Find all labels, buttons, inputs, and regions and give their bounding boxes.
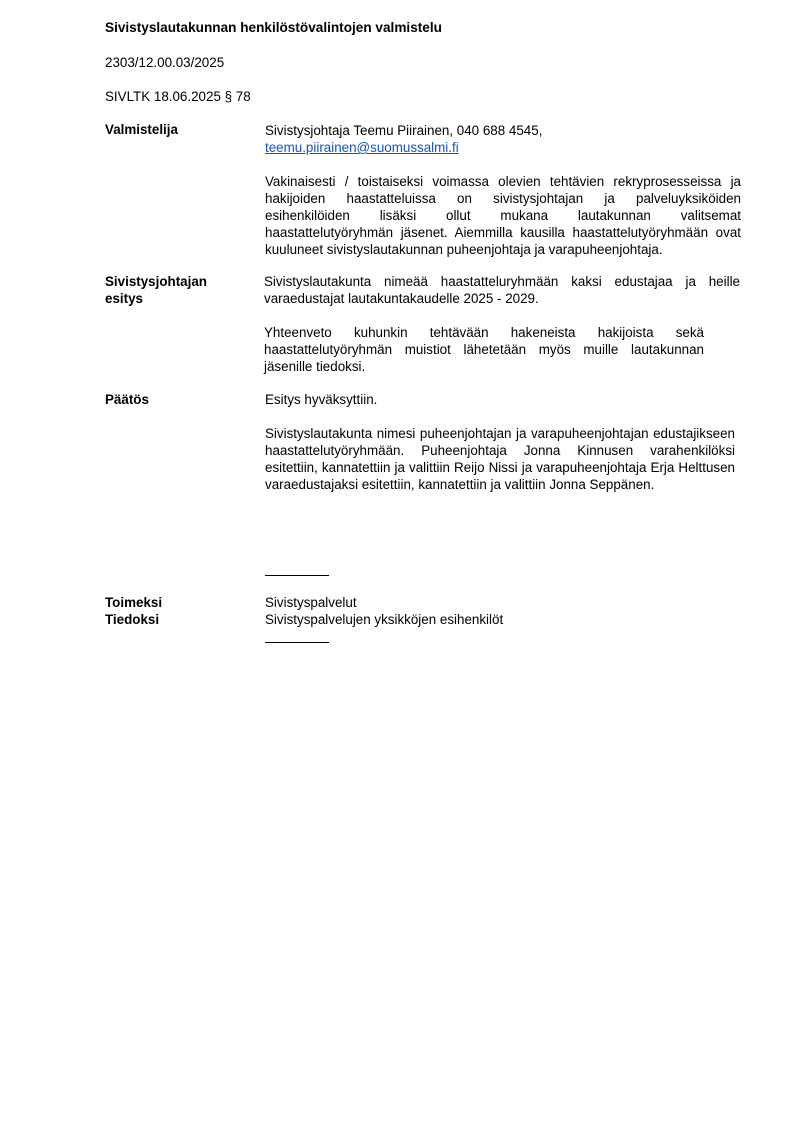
paatos-paragraph-1: Esitys hyväksyttiin. [265, 392, 378, 407]
esitys-paragraph-1: Sivistyslautakunta nimeää haastatteluryhmään kaksi edustajaa ja heille varaedustajat lautakuntakaudelle 2025 - 2029. [264, 274, 740, 306]
toimeksi-label: Toimeksi [105, 595, 163, 610]
document-title: Sivistyslautakunnan henkilöstövalintojen valmistelu [105, 20, 442, 35]
meeting-reference: SIVLTK 18.06.2025 § 78 [105, 89, 251, 104]
paatos-section [265, 391, 735, 493]
valmistelija-paragraph: Vakinaisesti / toistaiseksi voimassa olevien tehtävien rekryprosesseissa ja hakijoiden haastatteluissa on sivistysjohtajan ja palveluyksiköiden esihenkilöiden lisäksi ollut mukana lautakunnan valitsemat haastattelutyöryhmän jäsenet. Aiemmilla kausilla haastattelutyöryhmään ovat kuuluneet sivistyslautakunnan puheenjohtaja ja varapuheenjohtaja. [265, 174, 741, 257]
document-reference: 2303/12.00.03/2025 [105, 55, 225, 70]
esitys-paragraph-2: Yhteenveto kuhunkin tehtävään hakeneista hakijoista sekä haastattelutyöryhmän muistiot lähetetään myös muille lautakunnan jäsenille tiedoksi. [264, 325, 704, 374]
separator-line [265, 575, 329, 576]
valmistelija-label: Valmistelija [105, 122, 178, 137]
paatos-label: Päätös [105, 392, 149, 407]
tiedoksi-label: Tiedoksi [105, 612, 160, 627]
paatos-paragraph-2: Sivistyslautakunta nimesi puheenjohtajan ja varapuheenjohtajan edustajikseen haastattelutyöryhmään. Puheenjohtaja Jonna Kinnusen varahenkilöksi esitettiin, kannatettiin ja valittiin Reijo Nissi ja varapuheenjohtaja Erja Helttusen varaedustajaksi esitettiin, kannatettiin ja valittiin Jonna Seppänen. [265, 426, 735, 492]
preparer-contact: Sivistysjohtaja Teemu Piirainen, 040 688 4545, [265, 123, 543, 138]
esitys-label-line2: esitys [105, 291, 143, 306]
toimeksi-value: Sivistyspalvelut [265, 595, 357, 610]
esitys-label-line1: Sivistysjohtajan [105, 274, 207, 289]
tiedoksi-value: Sivistyspalvelujen yksikköjen esihenkilöt [265, 612, 504, 627]
esitys-label [105, 273, 207, 307]
preparer-email-link[interactable]: teemu.piirainen@suomussalmi.fi [265, 140, 459, 155]
valmistelija-section [265, 122, 741, 258]
separator-line-bottom [265, 642, 329, 643]
esitys-section [264, 273, 740, 375]
